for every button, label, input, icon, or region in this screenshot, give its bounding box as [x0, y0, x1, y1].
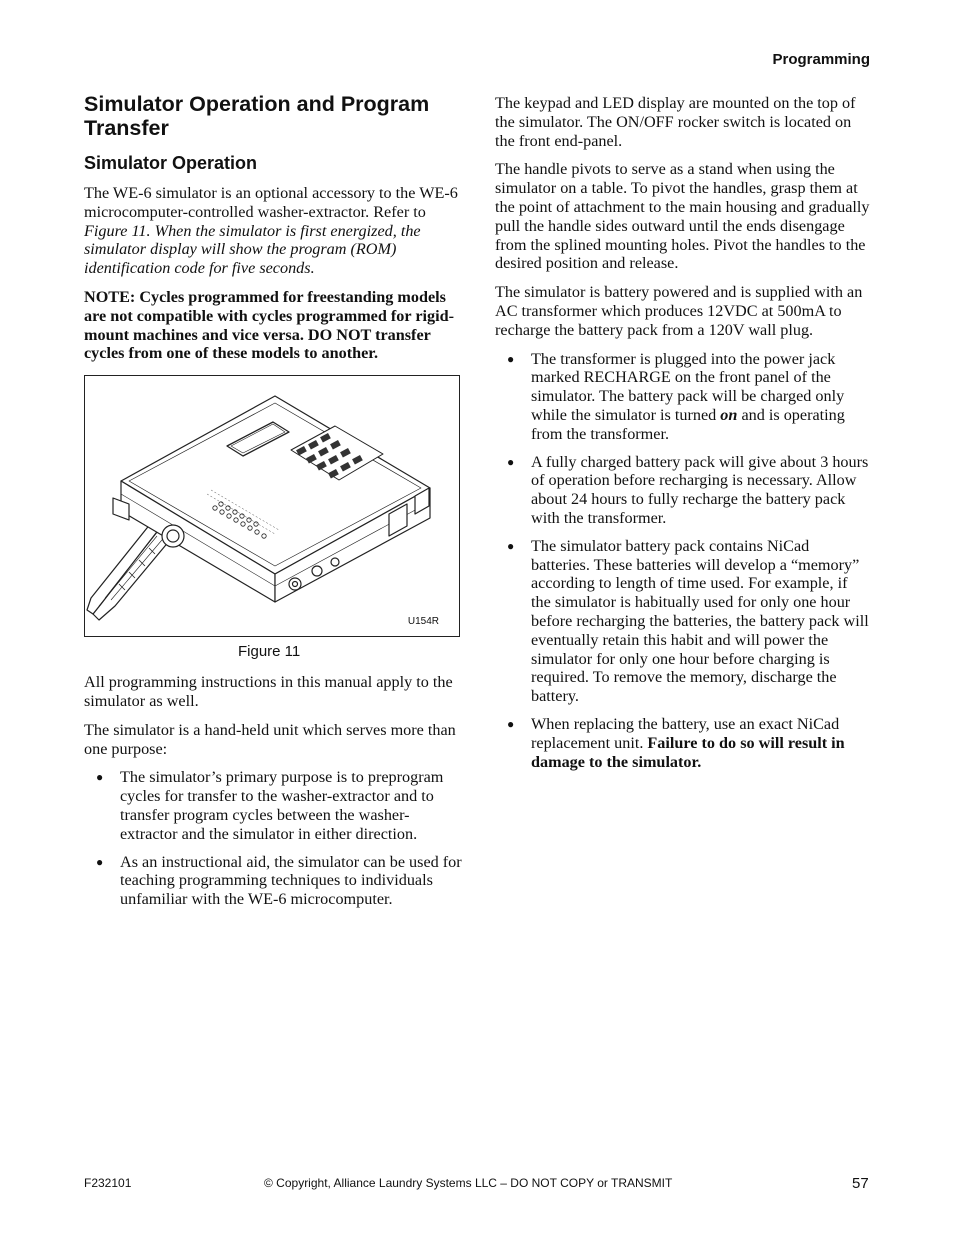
battery-list — [495, 350, 871, 772]
paragraph-battery: The simulator is battery powered and is supplied with an AC transformer which produces 12VDC at 500mA to recharge the battery pack from a 120V wall plug. — [495, 283, 863, 339]
list-item-text: When replacing the battery, use an exact NiCad replacement unit. — [531, 714, 840, 752]
bullet-icon: ● — [507, 538, 515, 553]
intro-paragraph — [84, 184, 462, 278]
figure-caption: Figure 11 — [238, 643, 301, 661]
compatibility-note: NOTE: Cycles programmed for freestanding models are not compatible with cycles programmed for rigid-mount machines and vice versa. DO NOT transfer cycles from one of these models to another. — [84, 287, 455, 363]
page-title: Simulator Operation and Program Transfer — [84, 92, 430, 140]
intro-text: The WE-6 simulator is an optional accessory to the WE-6 microcomputer-controlled washer-extractor. Refer to — [84, 184, 458, 221]
warning-text: Failure to do so will result in damage to the simulator. — [531, 733, 845, 771]
list-item — [495, 537, 871, 706]
list-item — [495, 715, 871, 771]
figure-11-box — [84, 375, 460, 637]
figure-code: U154R — [407, 616, 439, 628]
section-header: Programming — [772, 51, 870, 68]
left-column — [84, 92, 462, 918]
list-item — [495, 350, 871, 444]
list-item-text: The transformer is plugged into the power jack marked RECHARGE on the front panel of the simulator. The battery pack will be charged only while the simulator is turned — [531, 349, 845, 424]
list-item-text: As an instructional aid, the simulator can be used for teaching programming techniques to individuals unfamiliar with the WE-6 microcomputer. — [120, 852, 462, 909]
list-item — [84, 768, 462, 843]
paragraph-handle: The handle pivots to serve as a stand when using the simulator on a table. To pivot the handles, grasp them at the point of attachment to the main housing and gradually pull the handle sides outward until the ends disengage from the splined mounting holes. Pivot the handles to the desired position and release. — [495, 160, 870, 273]
paragraph-purpose-intro: The simulator is a hand-held unit which serves more than one purpose: — [84, 720, 456, 758]
section-subtitle: Simulator Operation — [84, 153, 258, 173]
purpose-list — [84, 768, 462, 909]
footer-copyright: © Copyright, Alliance Laundry Systems LLC – DO NOT COPY or TRANSMIT — [264, 1176, 673, 1190]
bullet-icon: ● — [96, 770, 104, 785]
intro-figure-reference: Figure 11. When the simulator is first energized, the simulator display will show the program (ROM) identification code for five seconds. — [84, 221, 421, 278]
footer-doc-number: F232101 — [84, 1176, 132, 1190]
list-item-text: The simulator’s primary purpose is to preprogram cycles for transfer to the washer-extractor and to transfer program cycles between the washer-extractor and the simulator in either direction. — [120, 768, 444, 843]
list-item — [495, 453, 871, 528]
bullet-icon: ● — [507, 351, 515, 366]
paragraph-keypad: The keypad and LED display are mounted on the top of the simulator. The ON/OFF rocker switch is located on the front end-panel. — [495, 94, 856, 150]
list-item-text: A fully charged battery pack will give about 3 hours of operation before recharging is necessary. Allow about 24 hours to fully recharge the battery pack with the transformer. — [531, 452, 869, 527]
paragraph-instructions-apply: All programming instructions in this manual apply to the simulator as well. — [84, 673, 453, 710]
list-item-text: and is operating from the transformer. — [531, 405, 845, 443]
bullet-icon: ● — [507, 716, 515, 731]
list-item-text: The simulator battery pack contains NiCad batteries. These batteries will develop a “memory” according to length of time used. For example, if the simulator is habitually used for only one hour before recharging the batteries, the battery pack will eventually retain this habit and will power the simulator for only one hour before charging is required. To remove the memory, discharge the battery. — [531, 536, 869, 706]
right-column — [495, 94, 871, 780]
emphasis-on: on — [720, 405, 738, 424]
bullet-icon: ● — [96, 854, 104, 869]
page-number: 57 — [852, 1175, 869, 1192]
list-item — [84, 853, 462, 909]
simulator-illustration — [85, 376, 459, 636]
bullet-icon: ● — [507, 454, 515, 469]
